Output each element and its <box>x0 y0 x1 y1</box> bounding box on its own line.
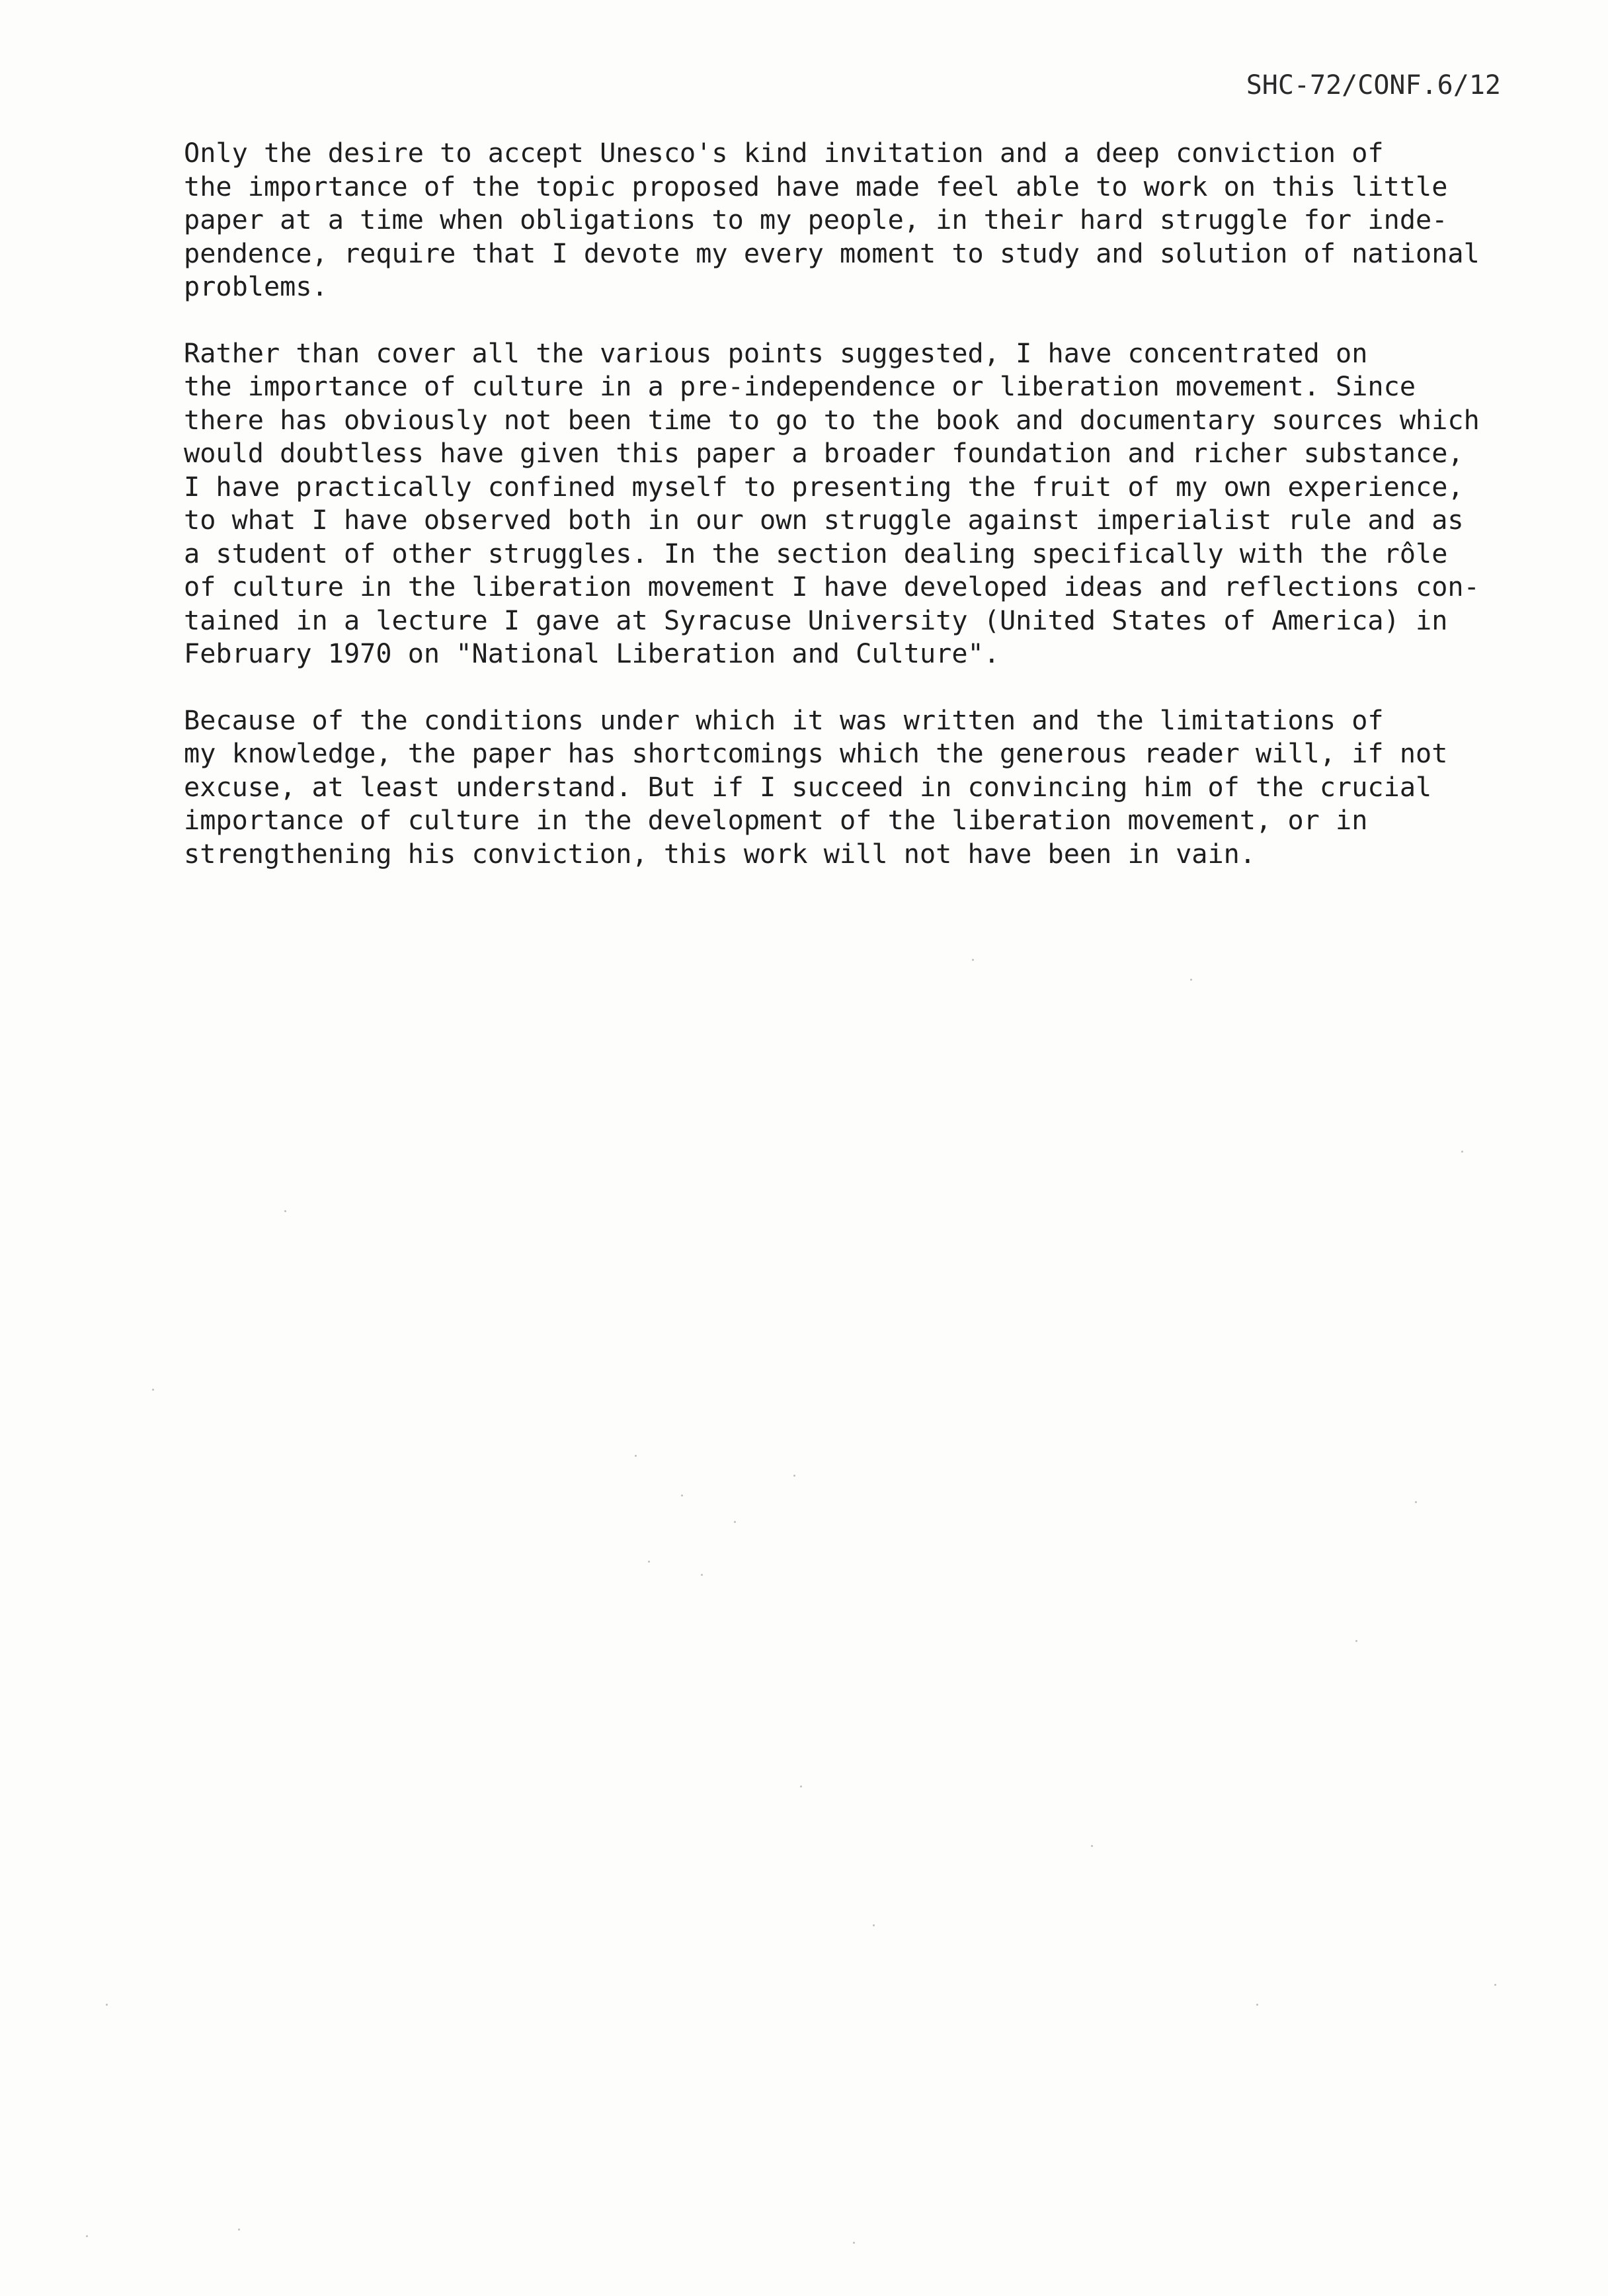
scan-speck <box>238 2229 240 2231</box>
paragraph-1: Only the desire to accept Unesco's kind invitation and a deep conviction of the importance of the topic proposed have made feel able to work on this little paper at a time when obligations to my people, in their hard struggle for inde- pendence, require that I devote my every moment to study and solution of national problems. <box>184 138 1480 302</box>
scan-speck <box>1494 1984 1496 1986</box>
scan-speck <box>734 1521 736 1523</box>
scan-speck <box>106 2004 108 2006</box>
scan-speck <box>853 2242 855 2244</box>
document-body <box>184 137 1513 871</box>
scan-speck <box>1256 2004 1258 2006</box>
scan-speck <box>648 1561 650 1563</box>
scan-speck <box>873 1924 875 1926</box>
scan-speck <box>635 1455 637 1457</box>
scan-speck <box>1190 979 1192 981</box>
scan-speck <box>1091 1845 1093 1847</box>
scan-speck <box>681 1495 683 1496</box>
scan-speck <box>284 1210 286 1212</box>
scan-speck <box>1355 1640 1357 1642</box>
document-reference: SHC-72/CONF.6/12 <box>1246 70 1501 101</box>
scan-speck <box>86 2235 88 2237</box>
scan-speck <box>800 1785 802 1787</box>
scan-speck <box>793 1475 795 1477</box>
scan-speck <box>152 1389 154 1391</box>
scan-speck <box>701 1574 703 1576</box>
paragraph-2: Rather than cover all the various points suggested, I have concentrated on the importance of culture in a pre-independence or liberation movement. Since there has obviously not been time to go to the book and documentary sources which would doubtless have given this paper a broader foundation and richer substance, I have practically confined myself to presenting the fruit of my own experience, to what I have observed both in our own struggle against imperialist rule and as a student of other struggles. In the section dealing specifically with the rôle of culture in the liberation movement I have developed ideas and reflections con- tained in a lecture I gave at Syracuse University (United States of America) in February 1970 on "National Liberation and Culture". <box>184 338 1480 669</box>
scan-speck <box>972 959 974 961</box>
scan-speck <box>1415 1501 1417 1503</box>
scan-speck <box>1461 1151 1463 1153</box>
paragraph-3: Because of the conditions under which it was written and the limitations of my knowledge, the paper has shortcomings which the generous reader will, if not excuse, at least understand. But if I succeed in convincing him of the crucial importance of culture in the development of the liberation movement, or in strengthening his conviction, this work will not have been in vain. <box>184 705 1448 870</box>
